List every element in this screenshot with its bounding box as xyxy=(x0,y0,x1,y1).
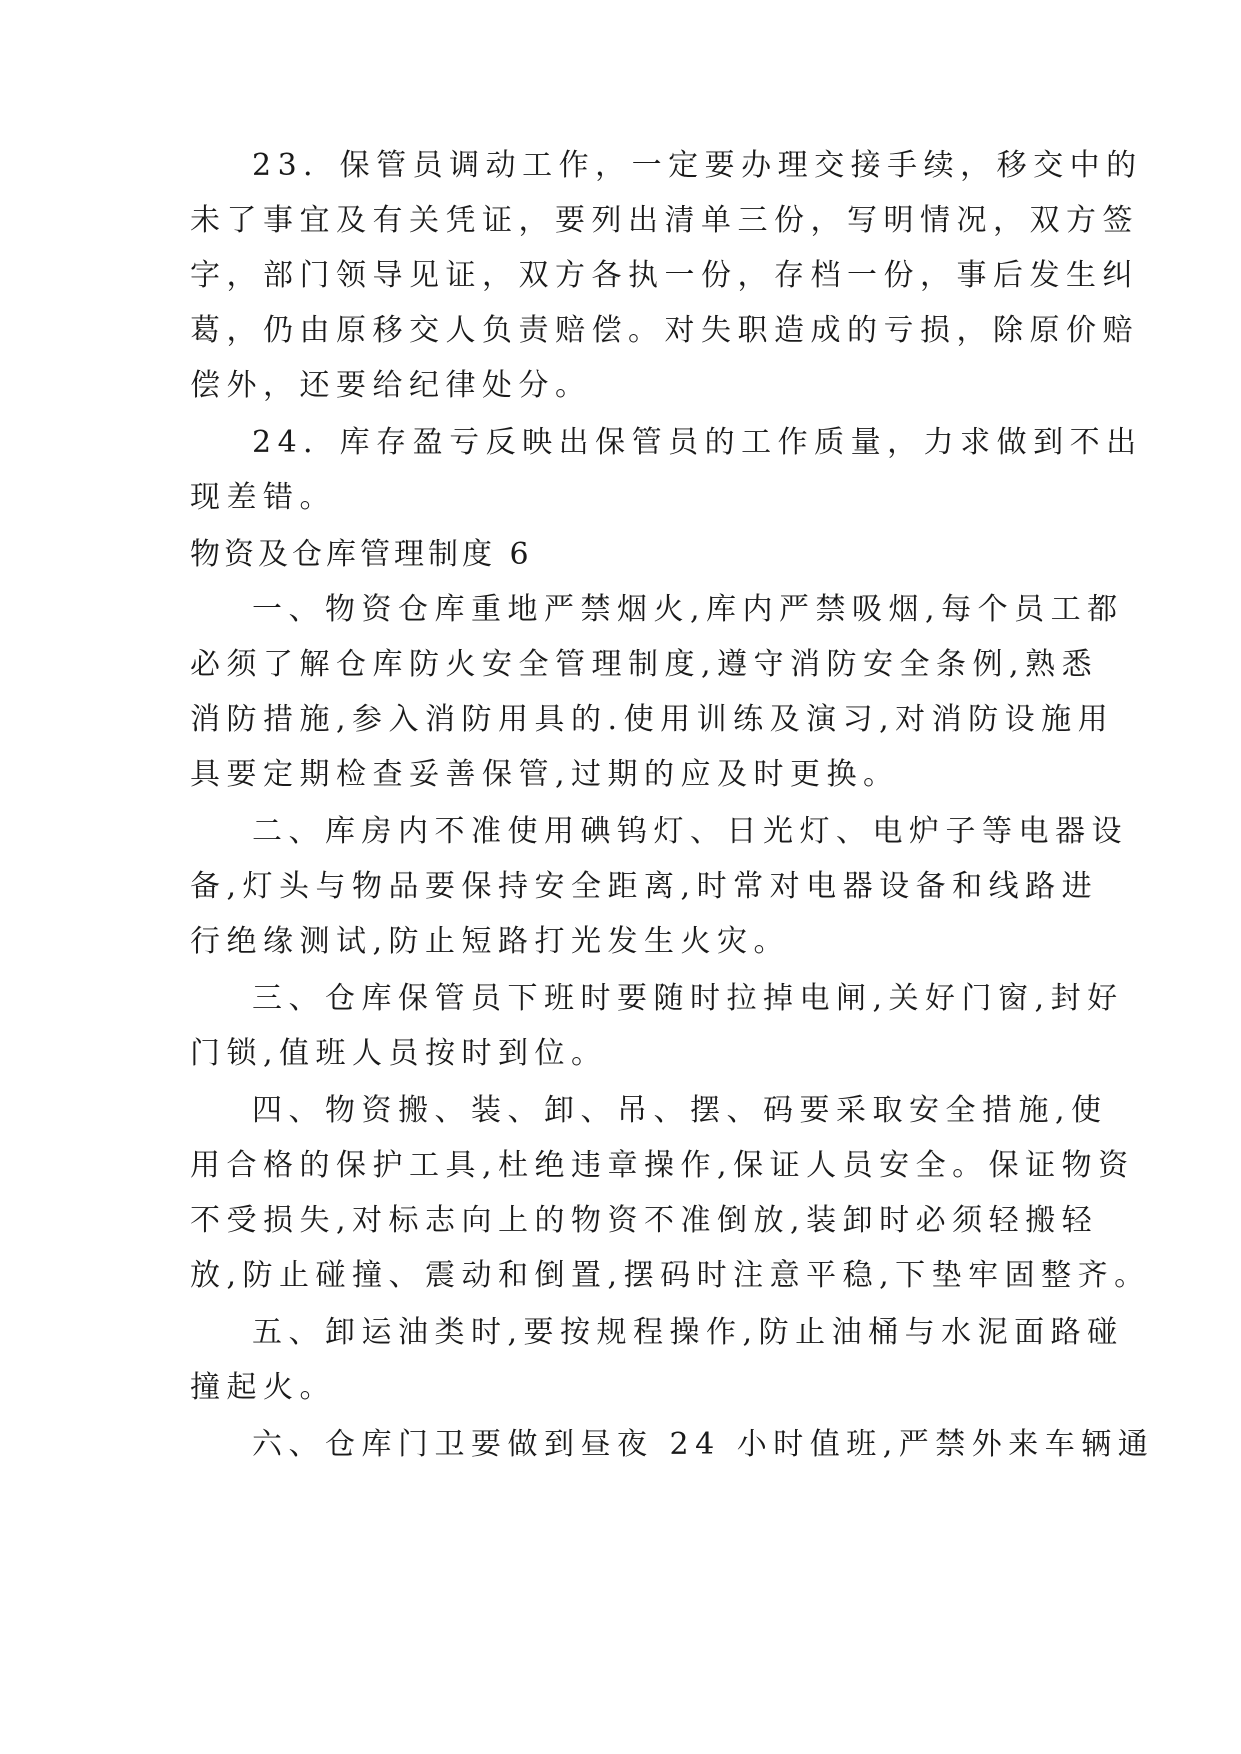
text-line: 字，部门领导见证，双方各执一份，存档一份，事后发生纠 xyxy=(190,258,1139,293)
text-line: 门锁,值班人员按时到位。 xyxy=(190,1036,608,1071)
text-line: 23．保管员调动工作，一定要办理交接手续，移交中的 xyxy=(252,148,1143,183)
text-line: 五、卸运油类时,要按规程操作,防止油桶与水泥面路碰 xyxy=(252,1315,1124,1350)
text-line: 现差错。 xyxy=(190,480,336,515)
text-line: 不受损失,对标志向上的物资不准倒放,装卸时必须轻搬轻 xyxy=(190,1203,1099,1238)
text-line: 撞起火。 xyxy=(190,1370,336,1405)
text-line: 24．库存盈亏反映出保管员的工作质量，力求做到不出 xyxy=(252,425,1143,460)
section-heading: 物资及仓库管理制度 6 xyxy=(190,537,533,572)
text-line: 消防措施,参入消防用具的.使用训练及演习,对消防设施用 xyxy=(190,702,1115,737)
text-line: 二、库房内不准使用碘钨灯、日光灯、电炉子等电器设 xyxy=(252,814,1128,849)
text-line: 六、仓库门卫要做到昼夜 24 小时值班,严禁外来车辆通 xyxy=(252,1427,1155,1462)
text-line: 放,防止碰撞、震动和倒置,摆码时注意平稳,下垫牢固整齐。 xyxy=(190,1258,1151,1293)
text-line: 必须了解仓库防火安全管理制度,遵守消防安全条例,熟悉 xyxy=(190,647,1099,682)
text-line: 三、仓库保管员下班时要随时拉掉电闸,关好门窗,封好 xyxy=(252,981,1124,1016)
text-line: 葛，仍由原移交人负责赔偿。对失职造成的亏损，除原价赔 xyxy=(190,313,1139,348)
text-line: 四、物资搬、装、卸、吊、摆、码要采取安全措施,使 xyxy=(252,1093,1108,1128)
text-line: 偿外，还要给纪律处分。 xyxy=(190,368,592,403)
text-line: 具要定期检查妥善保管,过期的应及时更换。 xyxy=(190,757,900,792)
text-line: 备,灯头与物品要保持安全距离,时常对电器设备和线路进 xyxy=(190,869,1099,904)
text-line: 用合格的保护工具,杜绝违章操作,保证人员安全。保证物资 xyxy=(190,1148,1135,1183)
text-line: 未了事宜及有关凭证，要列出清单三份，写明情况，双方签 xyxy=(190,203,1139,238)
text-line: 一、物资仓库重地严禁烟火,库内严禁吸烟,每个员工都 xyxy=(252,592,1124,627)
text-line: 行绝缘测试,防止短路打光发生火灾。 xyxy=(190,924,791,959)
